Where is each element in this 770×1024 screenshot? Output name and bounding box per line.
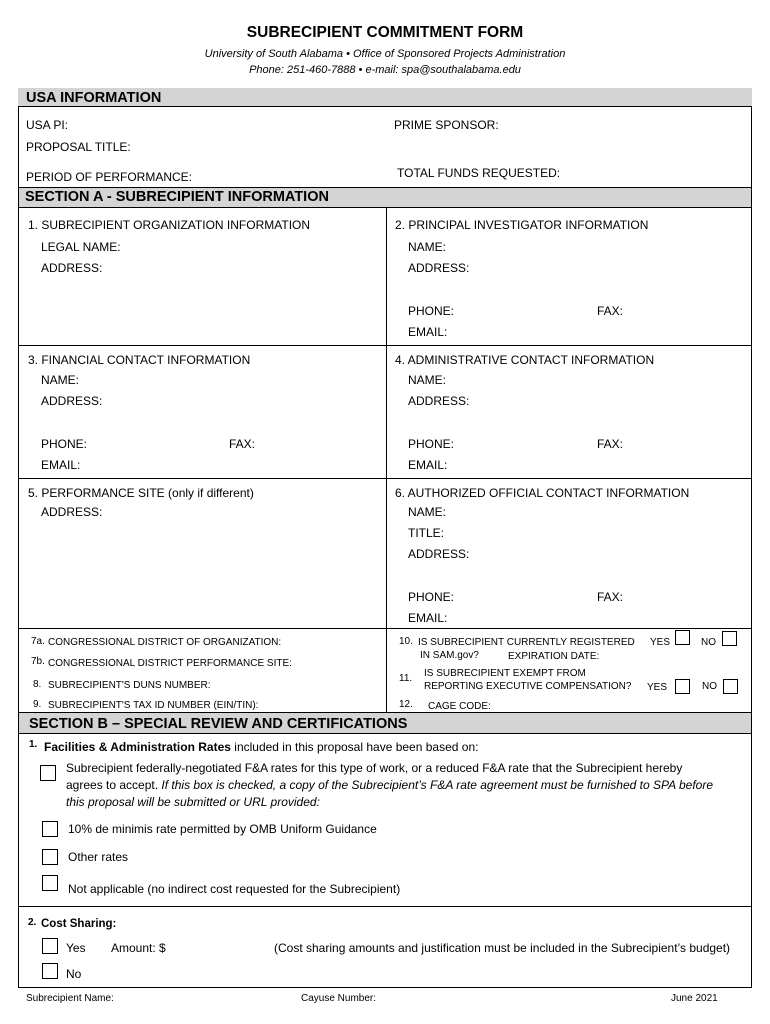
item-9-label[interactable]: SUBRECIPIENT'S TAX ID NUMBER (EIN/TIN): xyxy=(48,700,259,711)
q1-label: included in this proposal have been based on: xyxy=(230,740,479,754)
financial-phone-label[interactable]: PHONE: xyxy=(41,437,88,451)
usa-pi-label[interactable]: USA PI: xyxy=(26,118,69,132)
pi-address-label[interactable]: ADDRESS: xyxy=(408,261,470,275)
expiration-date-label[interactable]: EXPIRATION DATE: xyxy=(508,651,600,662)
fa-negotiated-line1: Subrecipient federally-negotiated F&A rates for this type of work, or a reduced F&A rate that the Subrecipient hereby xyxy=(66,761,683,775)
section-b-heading: SECTION B – SPECIAL REVIEW AND CERTIFICATIONS xyxy=(29,716,408,732)
item-9-number: 9. xyxy=(33,699,42,710)
exempt-yes-label: YES xyxy=(647,682,668,693)
official-email-label[interactable]: EMAIL: xyxy=(408,611,448,625)
pi-info-title: 2. PRINCIPAL INVESTIGATOR INFORMATION xyxy=(395,218,649,232)
item-7b-number: 7b. xyxy=(31,656,45,667)
other-rates-label: Other rates xyxy=(68,850,129,864)
section-a-heading: SECTION A - SUBRECIPIENT INFORMATION xyxy=(25,189,329,205)
period-of-performance-label[interactable]: PERIOD OF PERFORMANCE: xyxy=(26,170,193,184)
other-rates-checkbox[interactable] xyxy=(42,849,58,865)
footer-subrecipient-name: Subrecipient Name: xyxy=(26,993,114,1004)
sam-no-label: NO xyxy=(701,637,716,648)
exempt-no-checkbox[interactable] xyxy=(723,679,738,694)
pi-email-label[interactable]: EMAIL: xyxy=(408,325,448,339)
admin-contact-title: 4. ADMINISTRATIVE CONTACT INFORMATION xyxy=(395,353,655,367)
not-applicable-label: Not applicable (no indirect cost requested for the Subrecipient) xyxy=(68,882,401,896)
performance-site-title: 5. PERFORMANCE SITE (only if different) xyxy=(28,486,254,500)
item-8-label[interactable]: SUBRECIPIENT'S DUNS NUMBER: xyxy=(48,680,211,691)
pi-phone-label[interactable]: PHONE: xyxy=(408,304,455,318)
fa-negotiated-line2-italic: If this box is checked, a copy of the Subrecipient’s F&A rate agreement must be furnished to SPA before xyxy=(161,778,714,792)
item-11-number: 11. xyxy=(399,673,413,684)
prime-sponsor-label[interactable]: PRIME SPONSOR: xyxy=(394,118,499,132)
cost-sharing-no-checkbox[interactable] xyxy=(42,963,58,979)
cost-sharing-yes-checkbox[interactable] xyxy=(42,938,58,954)
exempt-yes-checkbox[interactable] xyxy=(675,679,690,694)
admin-phone-label[interactable]: PHONE: xyxy=(408,437,455,451)
item-8-number: 8. xyxy=(33,679,42,690)
item-12-number: 12. xyxy=(399,699,413,710)
cost-sharing-label: Cost Sharing: xyxy=(41,918,117,930)
fa-negotiated-text xyxy=(66,760,726,811)
row-divider-2 xyxy=(18,478,752,479)
row-divider-3 xyxy=(18,628,752,629)
usa-info-heading: USA INFORMATION xyxy=(26,90,162,106)
de-minimis-label: 10% de minimis rate permitted by OMB Uniform Guidance xyxy=(68,822,377,836)
item-7b-label[interactable]: CONGRESSIONAL DISTRICT PERFORMANCE SITE: xyxy=(48,658,292,669)
pi-fax-label[interactable]: FAX: xyxy=(597,304,624,318)
de-minimis-checkbox[interactable] xyxy=(42,821,58,837)
section-b-divider xyxy=(18,906,752,907)
q1-number: 1. xyxy=(29,739,38,750)
sam-yes-label: YES xyxy=(650,637,671,648)
cost-sharing-amount-label[interactable]: Amount: $ xyxy=(111,941,166,955)
fa-negotiated-line3-italic: this proposal will be submitted or URL provided: xyxy=(66,795,320,809)
item-11-label-line1: IS SUBRECIPIENT EXEMPT FROM xyxy=(424,668,586,679)
financial-name-label[interactable]: NAME: xyxy=(41,373,80,387)
authorized-official-title: 6. AUTHORIZED OFFICIAL CONTACT INFORMATION xyxy=(395,486,690,500)
official-address-label[interactable]: ADDRESS: xyxy=(408,547,470,561)
official-fax-label[interactable]: FAX: xyxy=(597,590,624,604)
form-contact: Phone: 251-460-7888 • e-mail: spa@southalabama.edu xyxy=(249,64,521,76)
row-divider-1 xyxy=(18,345,752,346)
form-subtitle: University of South Alabama • Office of Sponsored Projects Administration xyxy=(204,48,566,60)
official-phone-label[interactable]: PHONE: xyxy=(408,590,455,604)
item-10-label-line2: IN SAM.gov? xyxy=(420,650,479,661)
q1-bold-label: Facilities & Administration Rates xyxy=(44,740,231,754)
total-funds-label[interactable]: TOTAL FUNDS REQUESTED: xyxy=(397,166,561,180)
financial-fax-label[interactable]: FAX: xyxy=(229,437,256,451)
item-10-label-line1: IS SUBRECIPIENT CURRENTLY REGISTERED xyxy=(418,637,635,648)
not-applicable-checkbox[interactable] xyxy=(42,875,58,891)
org-legal-name-label[interactable]: LEGAL NAME: xyxy=(41,240,121,254)
cost-sharing-no-label: No xyxy=(66,967,82,981)
item-10-number: 10. xyxy=(399,636,413,647)
official-name-label[interactable]: NAME: xyxy=(408,505,447,519)
cost-sharing-note: (Cost sharing amounts and justification must be included in the Subrecipient’s budget) xyxy=(274,941,731,955)
q2-number: 2. xyxy=(28,917,37,928)
fa-negotiated-line2: agrees to accept. xyxy=(66,778,162,792)
admin-address-label[interactable]: ADDRESS: xyxy=(408,394,470,408)
official-title-label[interactable]: TITLE: xyxy=(408,526,445,540)
form-title: SUBRECIPIENT COMMITMENT FORM xyxy=(246,24,524,41)
footer-date: June 2021 xyxy=(671,993,718,1004)
pi-name-label[interactable]: NAME: xyxy=(408,240,447,254)
org-info-title: 1. SUBRECIPIENT ORGANIZATION INFORMATION xyxy=(28,218,311,232)
site-address-label[interactable]: ADDRESS: xyxy=(41,505,103,519)
footer-cayuse-number: Cayuse Number: xyxy=(301,993,377,1004)
admin-email-label[interactable]: EMAIL: xyxy=(408,458,448,472)
admin-fax-label[interactable]: FAX: xyxy=(597,437,624,451)
proposal-title-label[interactable]: PROPOSAL TITLE: xyxy=(26,140,131,154)
cost-sharing-yes-label: Yes xyxy=(66,941,86,955)
item-7a-label[interactable]: CONGRESSIONAL DISTRICT OF ORGANIZATION: xyxy=(48,637,282,648)
cage-code-label[interactable]: CAGE CODE: xyxy=(428,701,491,712)
sam-no-checkbox[interactable] xyxy=(722,631,737,646)
admin-name-label[interactable]: NAME: xyxy=(408,373,447,387)
sam-yes-checkbox[interactable] xyxy=(675,630,690,645)
org-address-label[interactable]: ADDRESS: xyxy=(41,261,103,275)
fa-negotiated-checkbox[interactable] xyxy=(40,765,56,781)
section-a-divider xyxy=(386,207,387,713)
exempt-no-label: NO xyxy=(702,681,717,692)
financial-email-label[interactable]: EMAIL: xyxy=(41,458,81,472)
financial-address-label[interactable]: ADDRESS: xyxy=(41,394,103,408)
item-11-label-line2: REPORTING EXECUTIVE COMPENSATION? xyxy=(424,681,632,692)
item-7a-number: 7a. xyxy=(31,636,45,647)
financial-contact-title: 3. FINANCIAL CONTACT INFORMATION xyxy=(28,353,251,367)
